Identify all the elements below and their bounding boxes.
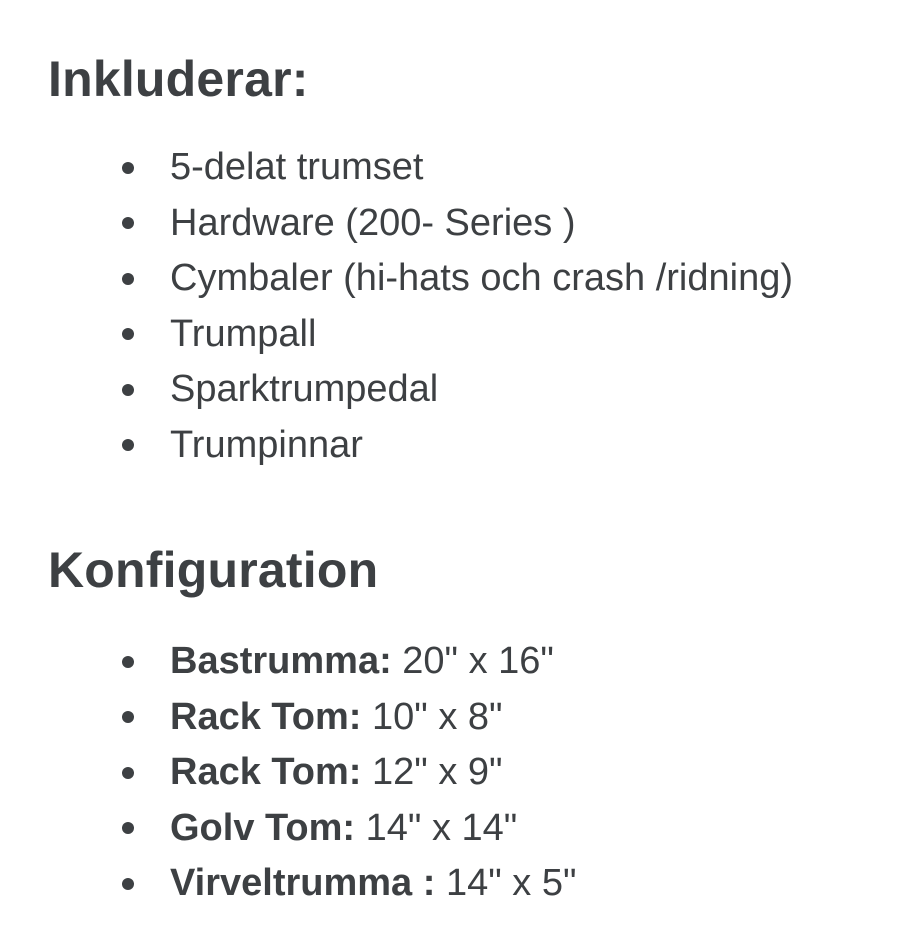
item-value: 14" x 14"	[355, 806, 518, 849]
item-value: 14" x 5"	[435, 862, 577, 904]
includes-heading: Inkluderar:	[48, 51, 309, 107]
list-item	[48, 745, 901, 801]
list-item	[48, 362, 901, 418]
configuration-section	[48, 543, 901, 912]
item-text: Cymbaler (hi-hats och crash /ridning)	[170, 257, 794, 299]
item-text: Hardware (200- Series )	[170, 201, 576, 244]
list-item	[48, 634, 901, 690]
item-text: Trumpall	[170, 312, 317, 355]
item-label: Virveltrumma :	[170, 862, 436, 904]
bullet-icon	[122, 767, 134, 779]
includes-list	[48, 140, 901, 473]
list-item	[48, 856, 901, 912]
list-item	[48, 801, 901, 857]
list-item	[48, 307, 901, 363]
item-value: 10" x 8"	[361, 695, 503, 738]
includes-section	[48, 52, 901, 473]
item-text: Sparktrumpedal	[170, 368, 439, 410]
list-item	[48, 690, 901, 746]
bullet-icon	[122, 328, 134, 340]
configuration-list	[48, 634, 901, 912]
bullet-icon	[122, 273, 134, 285]
bullet-icon	[122, 656, 134, 668]
list-item	[48, 418, 901, 474]
item-text: 5-delat trumset	[170, 146, 424, 188]
item-label: Golv Tom:	[170, 806, 356, 849]
item-label: Rack Tom:	[170, 695, 362, 738]
list-item	[48, 196, 901, 252]
list-item	[48, 251, 901, 307]
item-text: Trumpinnar	[170, 423, 363, 466]
bullet-icon	[122, 711, 134, 723]
list-item	[48, 140, 901, 196]
item-value: 20" x 16"	[391, 640, 554, 682]
bullet-icon	[122, 217, 134, 229]
bullet-icon	[122, 439, 134, 451]
bullet-icon	[122, 878, 134, 890]
item-value: 12" x 9"	[361, 751, 503, 793]
item-label: Bastrumma:	[170, 640, 392, 682]
item-label: Rack Tom:	[170, 751, 362, 793]
configuration-heading: Konfiguration	[48, 542, 379, 598]
bullet-icon	[122, 162, 134, 174]
bullet-icon	[122, 384, 134, 396]
bullet-icon	[122, 822, 134, 834]
